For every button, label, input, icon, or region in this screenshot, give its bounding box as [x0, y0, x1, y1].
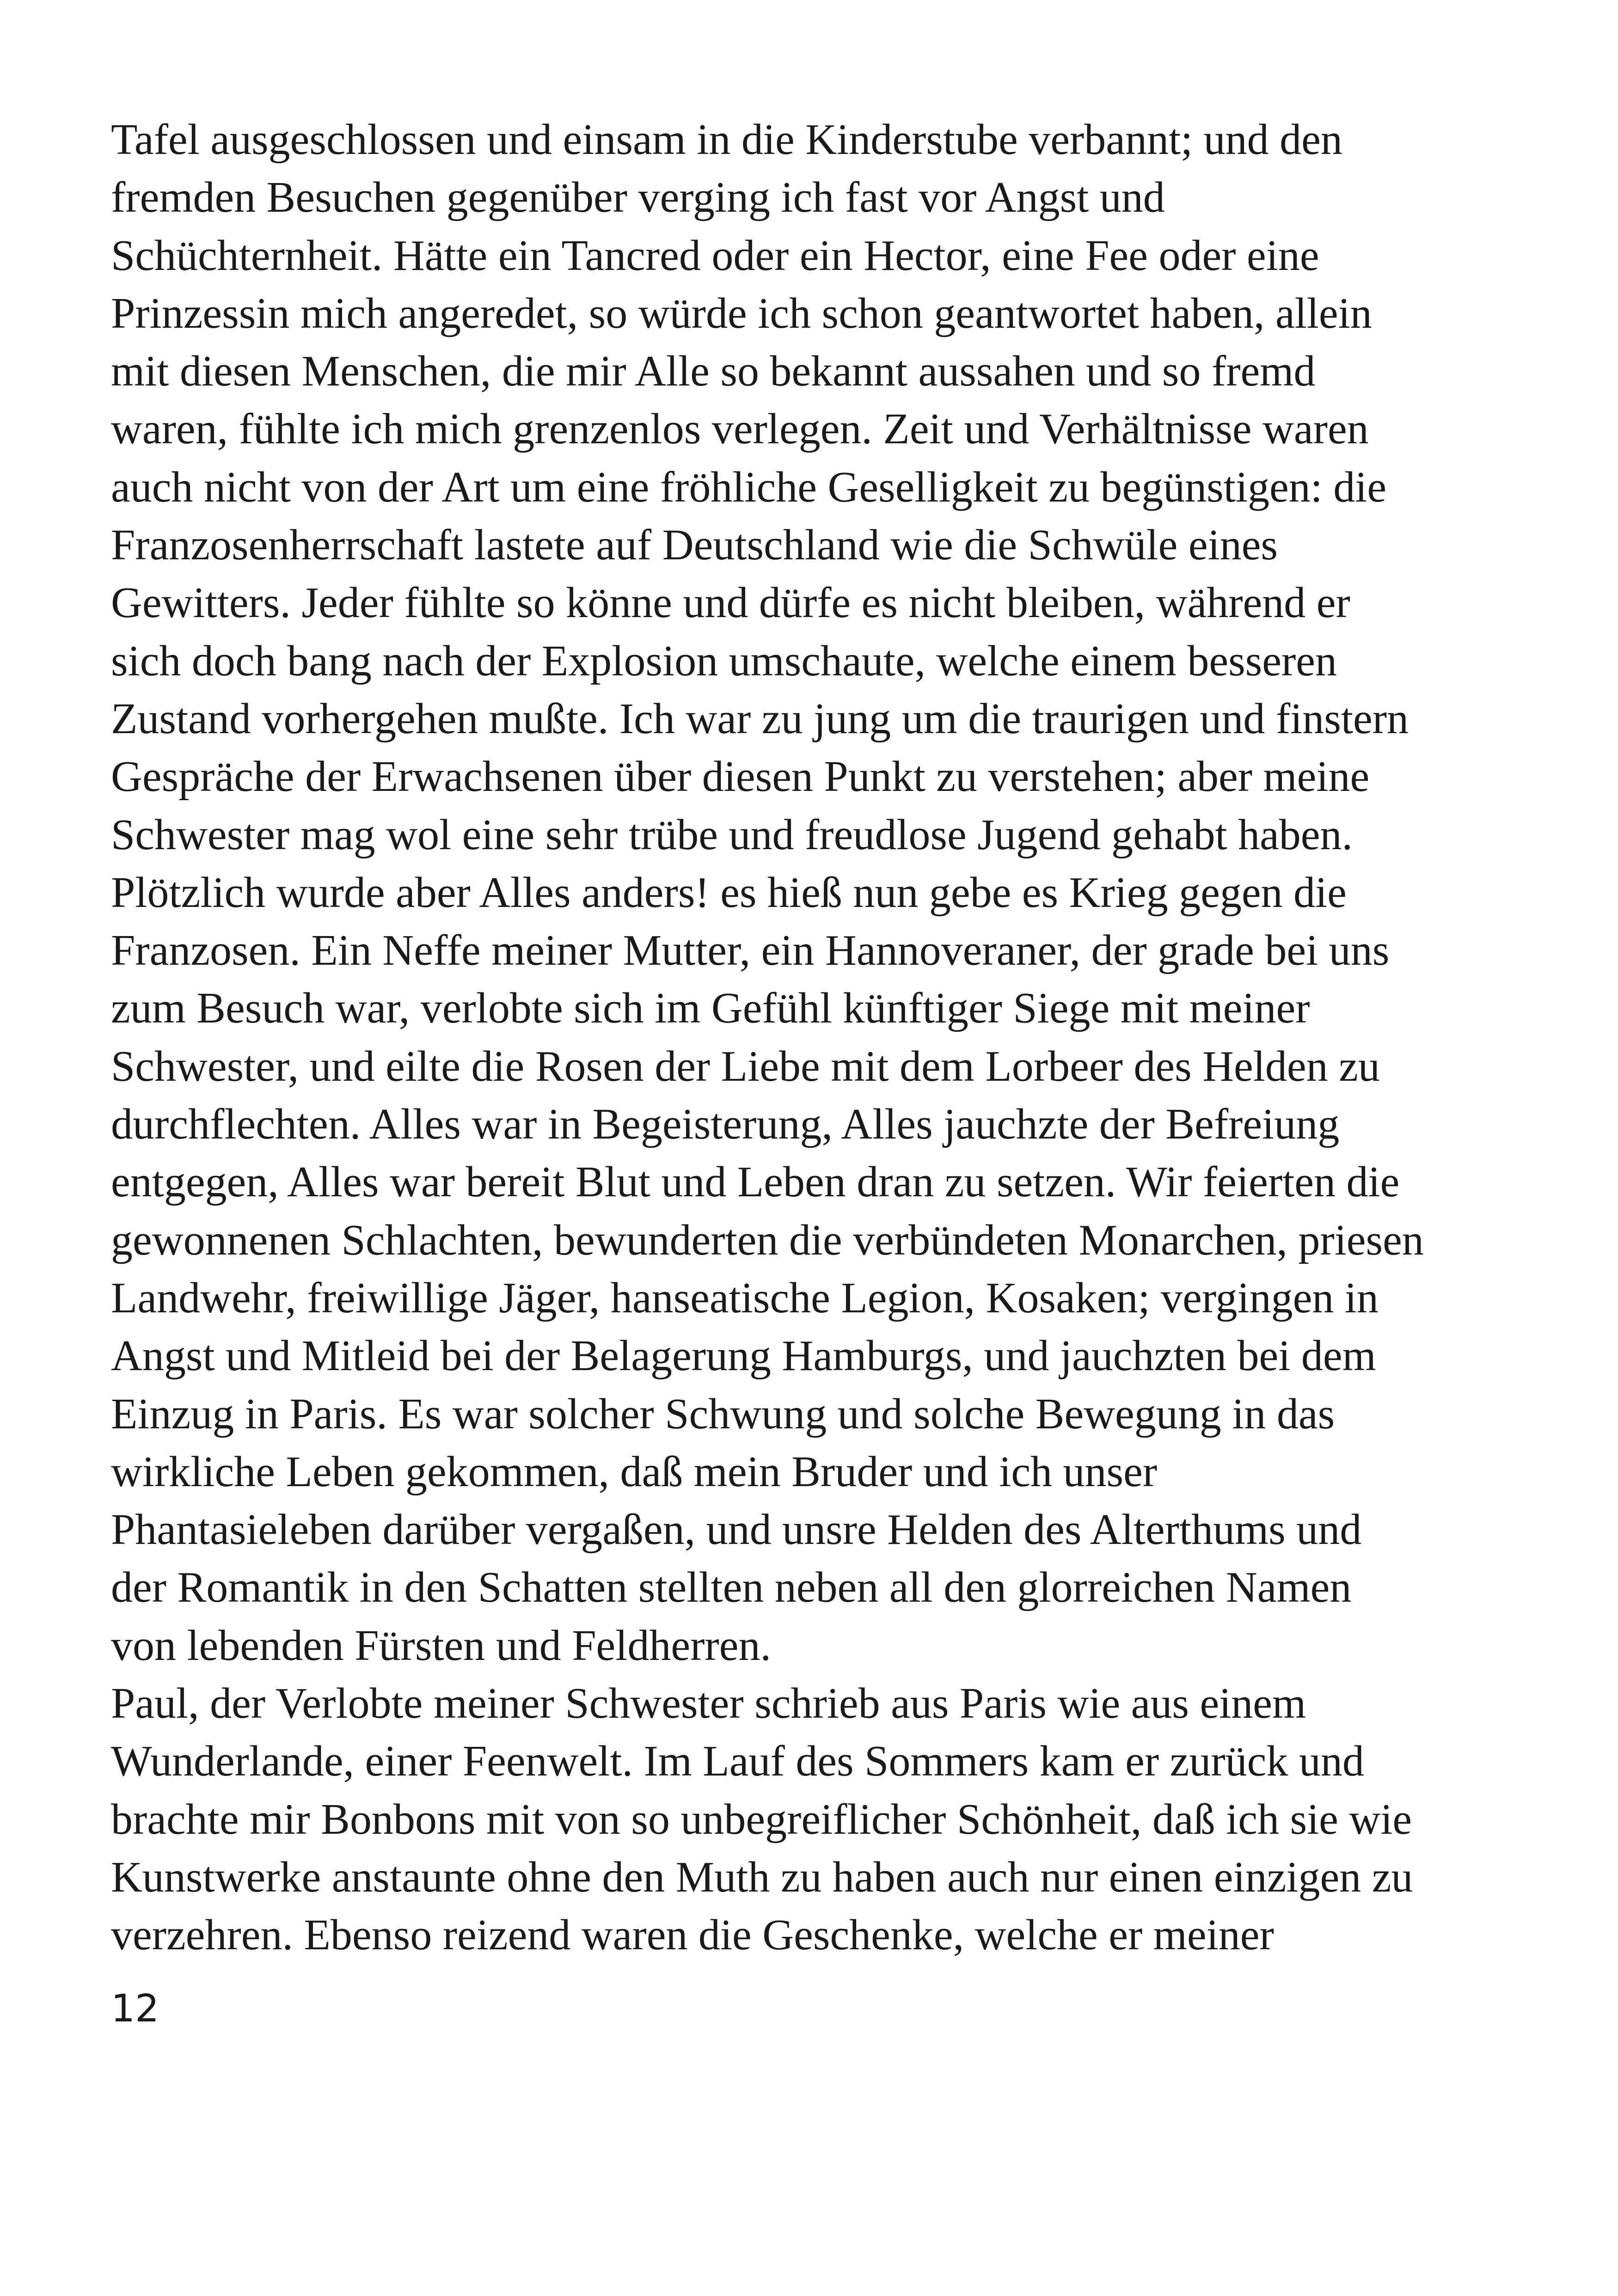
text-line: Zustand vorhergehen mußte. Ich war zu jung um die traurigen und finstern	[111, 694, 1409, 743]
text-line: Schüchternheit. Hätte ein Tancred oder ein Hector, eine Fee oder eine	[111, 231, 1319, 280]
text-line: sich doch bang nach der Explosion umschaute, welche einem besseren	[111, 637, 1337, 685]
text-line: mit diesen Menschen, die mir Alle so bekannt aussahen und so fremd	[111, 347, 1316, 396]
text-line: Prinzessin mich angeredet, so würde ich schon geantwortet haben, allein	[111, 289, 1372, 337]
text-line: Kunstwerke anstaunte ohne den Muth zu haben auch nur einen einzigen zu	[111, 1853, 1413, 1901]
text-line: Landwehr, freiwillige Jäger, hanseatische Legion, Kosaken; vergingen in	[111, 1274, 1379, 1322]
text-line: Gespräche der Erwachsenen über diesen Punkt zu verstehen; aber meine	[111, 753, 1370, 801]
text-line: Paul, der Verlobte meiner Schwester schrieb aus Paris wie aus einem	[111, 1679, 1306, 1728]
text-line: von lebenden Fürsten und Feldherren.	[111, 1621, 771, 1670]
body-text	[111, 111, 1526, 1965]
text-line: Franzosen. Ein Neffe meiner Mutter, ein Hannoveraner, der grade bei uns	[111, 926, 1390, 975]
text-line: Schwester mag wol eine sehr trübe und freudlose Jugend gehabt haben.	[111, 810, 1353, 859]
text-line: Einzug in Paris. Es war solcher Schwung und solche Bewegung in das	[111, 1390, 1335, 1438]
text-line: Tafel ausgeschlossen und einsam in die Kinderstube verbannt; und den	[111, 116, 1342, 164]
text-line: Plötzlich wurde aber Alles anders! es hieß nun gebe es Krieg gegen die	[111, 868, 1347, 917]
text-line: Angst und Mitleid bei der Belagerung Hamburgs, und jauchzten bei dem	[111, 1332, 1376, 1380]
text-line: der Romantik in den Schatten stellten neben all den glorreichen Namen	[111, 1563, 1352, 1612]
text-line: Gewitters. Jeder fühlte so könne und dürfe es nicht bleiben, während er	[111, 579, 1350, 627]
text-line: verzehren. Ebenso reizend waren die Geschenke, welche er meiner	[111, 1911, 1274, 1959]
text-line: durchflechten. Alles war in Begeisterung, Alles jauchzte der Befreiung	[111, 1100, 1340, 1149]
text-line: Wunderlande, einer Feenwelt. Im Lauf des Sommers kam er zurück und	[111, 1737, 1364, 1786]
text-line: brachte mir Bonbons mit von so unbegreiflicher Schönheit, daß ich sie wie	[111, 1795, 1412, 1843]
text-line: zum Besuch war, verlobte sich im Gefühl künftiger Siege mit meiner	[111, 984, 1310, 1033]
text-line: auch nicht von der Art um eine fröhliche Geselligkeit zu begünstigen: die	[111, 463, 1387, 511]
text-line: Franzosenherrschaft lastete auf Deutschland wie die Schwüle eines	[111, 521, 1278, 569]
page-number: 12	[111, 1987, 159, 2031]
text-line: Schwester, und eilte die Rosen der Liebe mit dem Lorbeer des Helden zu	[111, 1042, 1380, 1090]
text-line: fremden Besuchen gegenüber verging ich fast vor Angst und	[111, 173, 1165, 222]
text-line: entgegen, Alles war bereit Blut und Leben dran zu setzen. Wir feierten die	[111, 1158, 1400, 1206]
text-line: wirkliche Leben gekommen, daß mein Bruder und ich unser	[111, 1447, 1158, 1496]
text-line: gewonnenen Schlachten, bewunderten die verbündeten Monarchen, priesen	[111, 1216, 1424, 1264]
text-line: waren, fühlte ich mich grenzenlos verlegen. Zeit und Verhältnisse waren	[111, 405, 1369, 453]
text-line: Phantasieleben darüber vergaßen, und unsre Helden des Alterthums und	[111, 1506, 1362, 1554]
